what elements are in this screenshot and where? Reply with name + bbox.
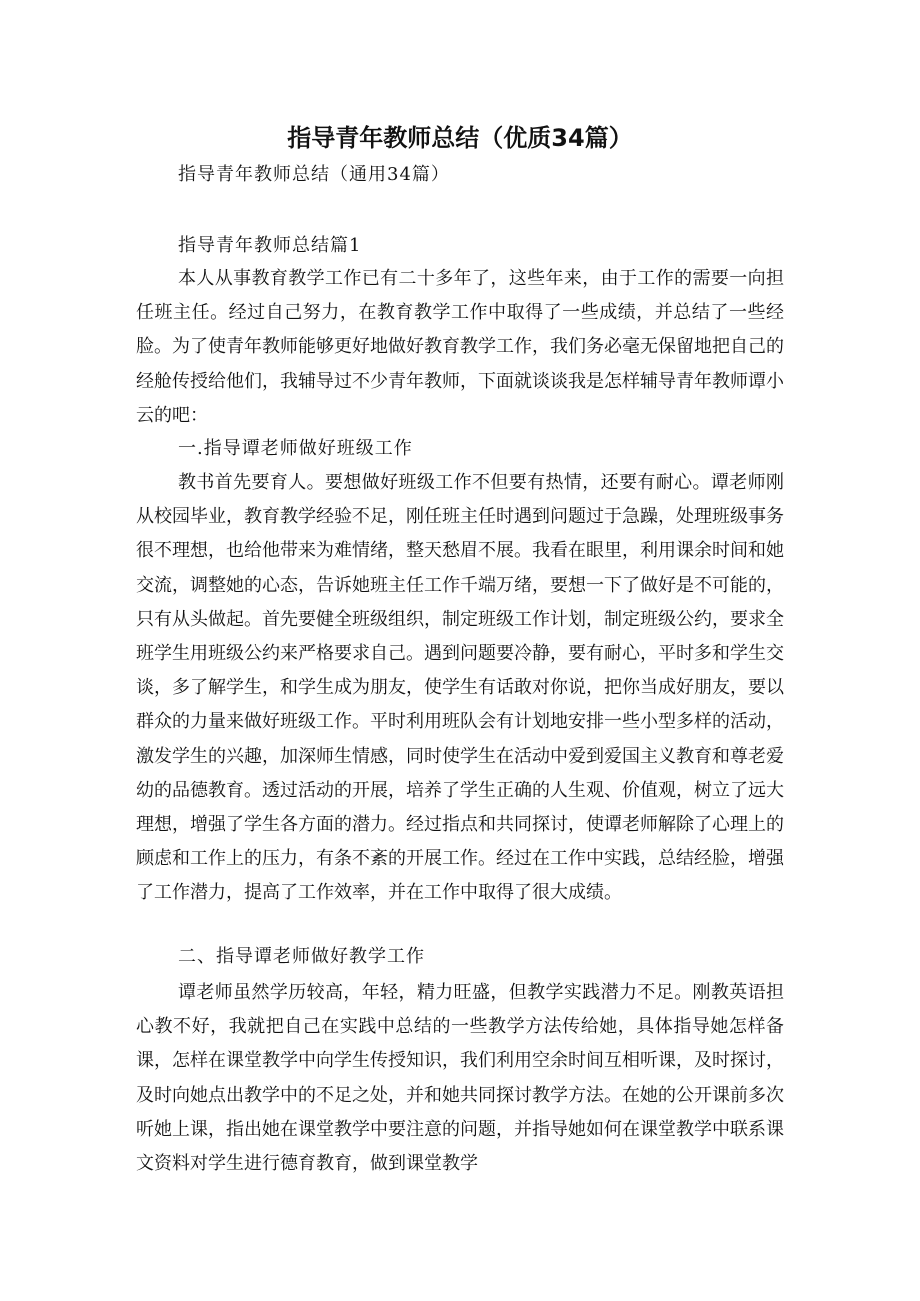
document-title: 指导青年教师总结（优质34篇）: [287, 124, 633, 152]
paragraph-2: 教书首先要育人。要想做好班级工作不但要有热情，还要有耐心。谭老师刚从校园毕业，教育教学经验不足，刚任班主任时遇到问题过于急躁，处理班级事务很不理想，也给他带来为难情绪，整天愁眉不展。我看在眼里，利用课余时间和她交流，调整她的心态，告诉她班主任工作千端万绪，要想一下了做好是不可能的，只有从头做起。首先要健全班级组织，制定班级工作计划，制定班级公约，要求全班学生用班级公约来严格要求自己。遇到问题要冷静，要有耐心，平时多和学生交谈，多了解学生，和学生成为朋友，使学生有话敢对你说，把你当成好朋友，要以群众的力量来做好班级工作。平时利用班队会有计划地安排一些小型多样的活动，激发学生的兴趣，加深师生情感，同时使学生在活动中爱到爱国主义教育和尊老爱幼的品德教育。透过活动的开展，培养了学生正确的人生观、价值观，树立了远大理想，增强了学生各方面的潜力。经过指点和共同探讨，使谭老师解除了心理上的顾虑和工作上的压力，有条不紊的开展工作。经过在工作中实践，总结经脸，增强了工作潜力，提高了工作效率，并在工作中取得了很大成绩。: [136, 472, 784, 904]
section-title: 指导青年教师总结篇1: [178, 235, 362, 256]
heading-1: 一.指导谭老师做好班级工作: [178, 438, 413, 459]
paragraph-3: 谭老师虽然学历较高，年轻，精力旺盛，但教学实践潜力不足。刚教英语担心教不好，我就把自己在实践中总结的一些教学方法传给她，具体指导她怎样备课，怎样在课堂教学中向学生传授知识，我们利用空余时间互相听课，及时探讨，及时向她点出教学中的不足之处，并和她共同探讨教学方法。在她的公开课前多次听她上课，指出她在课堂教学中要注意的问题，并指导她如何在课堂教学中联系课文资料对学生进行德育教育，做到课堂教学: [136, 982, 784, 1175]
heading-2: 二、指导谭老师做好教学工作: [178, 946, 425, 967]
paragraph-1: 本人从事教育教学工作已有二十多年了，这些年来，由于工作的需要一向担任班主任。经过自己努力，在教育教学工作中取得了一些成绩，并总结了一些经脸。为了使青年教师能够更好地做好教育教学工作，我们务必毫无保留地把自己的经舱传授给他们，我辅导过不少青年教师，下面就谈谈我是怎样辅导青年教师谭小云的吧：: [136, 268, 784, 426]
document-subtitle: 指导青年教师总结（通用34篇）: [178, 164, 450, 185]
